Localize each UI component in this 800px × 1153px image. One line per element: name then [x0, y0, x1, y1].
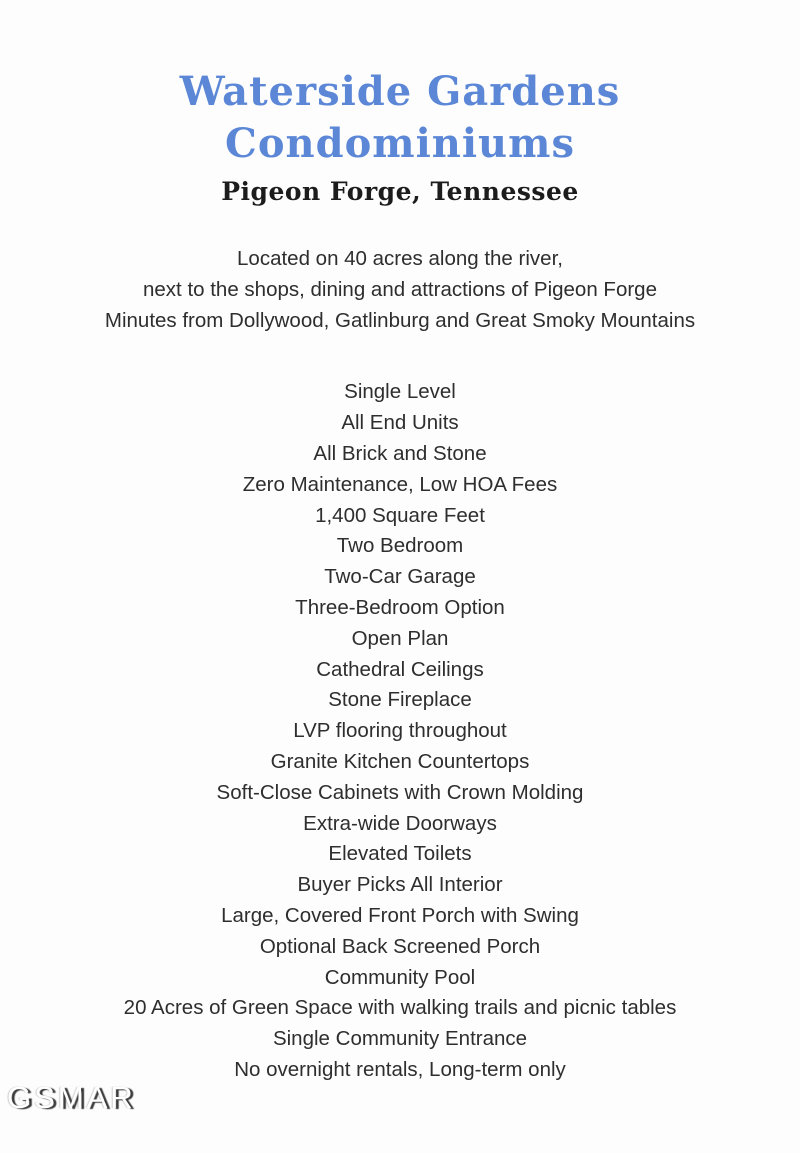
intro-line: Located on 40 acres along the river, — [237, 247, 563, 270]
feature-line: Two-Car Garage — [324, 565, 476, 589]
feature-list — [0, 377, 800, 1085]
intro-line: next to the shops, dining and attractions of Pigeon Forge — [143, 277, 657, 301]
feature-line: 20 Acres of Green Space with walking trails and picnic tables — [123, 996, 677, 1020]
feature-line: No overnight rentals, Long-term only — [234, 1057, 566, 1081]
feature-line: Granite Kitchen Countertops — [270, 749, 530, 773]
feature-line: Large, Covered Front Porch with Swing — [221, 903, 579, 927]
feature-line: Extra-wide Doorways — [303, 811, 497, 835]
feature-line: Community Pool — [324, 965, 476, 989]
feature-line: 1,400 Square Feet — [315, 503, 485, 527]
feature-line: Soft-Close Cabinets with Crown Molding — [216, 780, 584, 804]
feature-line: Elevated Toilets — [328, 842, 472, 866]
feature-line: LVP flooring throughout — [293, 719, 507, 743]
flyer-title-line-1: Waterside Gardens — [179, 68, 621, 115]
feature-line: Open Plan — [351, 626, 449, 650]
feature-line: All Brick and Stone — [313, 441, 487, 465]
feature-line: Three-Bedroom Option — [295, 595, 505, 619]
flyer-title-line-2: Condominiums — [225, 120, 575, 167]
feature-line: Single Level — [344, 380, 456, 404]
feature-line: Single Community Entrance — [272, 1027, 528, 1051]
intro-paragraph — [0, 244, 800, 336]
gsmar-watermark: GSMAR — [7, 1080, 136, 1115]
title-block — [0, 0, 800, 207]
feature-line: Two Bedroom — [336, 534, 464, 558]
intro-line: Minutes from Dollywood, Gatlinburg and Great Smoky Mountains — [104, 308, 696, 332]
feature-line: Zero Maintenance, Low HOA Fees — [242, 472, 558, 496]
feature-line: Optional Back Screened Porch — [259, 934, 541, 958]
feature-line: Stone Fireplace — [328, 688, 472, 712]
feature-line: Cathedral Ceilings — [316, 657, 484, 681]
feature-line: Buyer Picks All Interior — [297, 873, 503, 897]
feature-line: All End Units — [341, 411, 459, 435]
flyer-subtitle-location: Pigeon Forge, Tennessee — [221, 177, 579, 206]
